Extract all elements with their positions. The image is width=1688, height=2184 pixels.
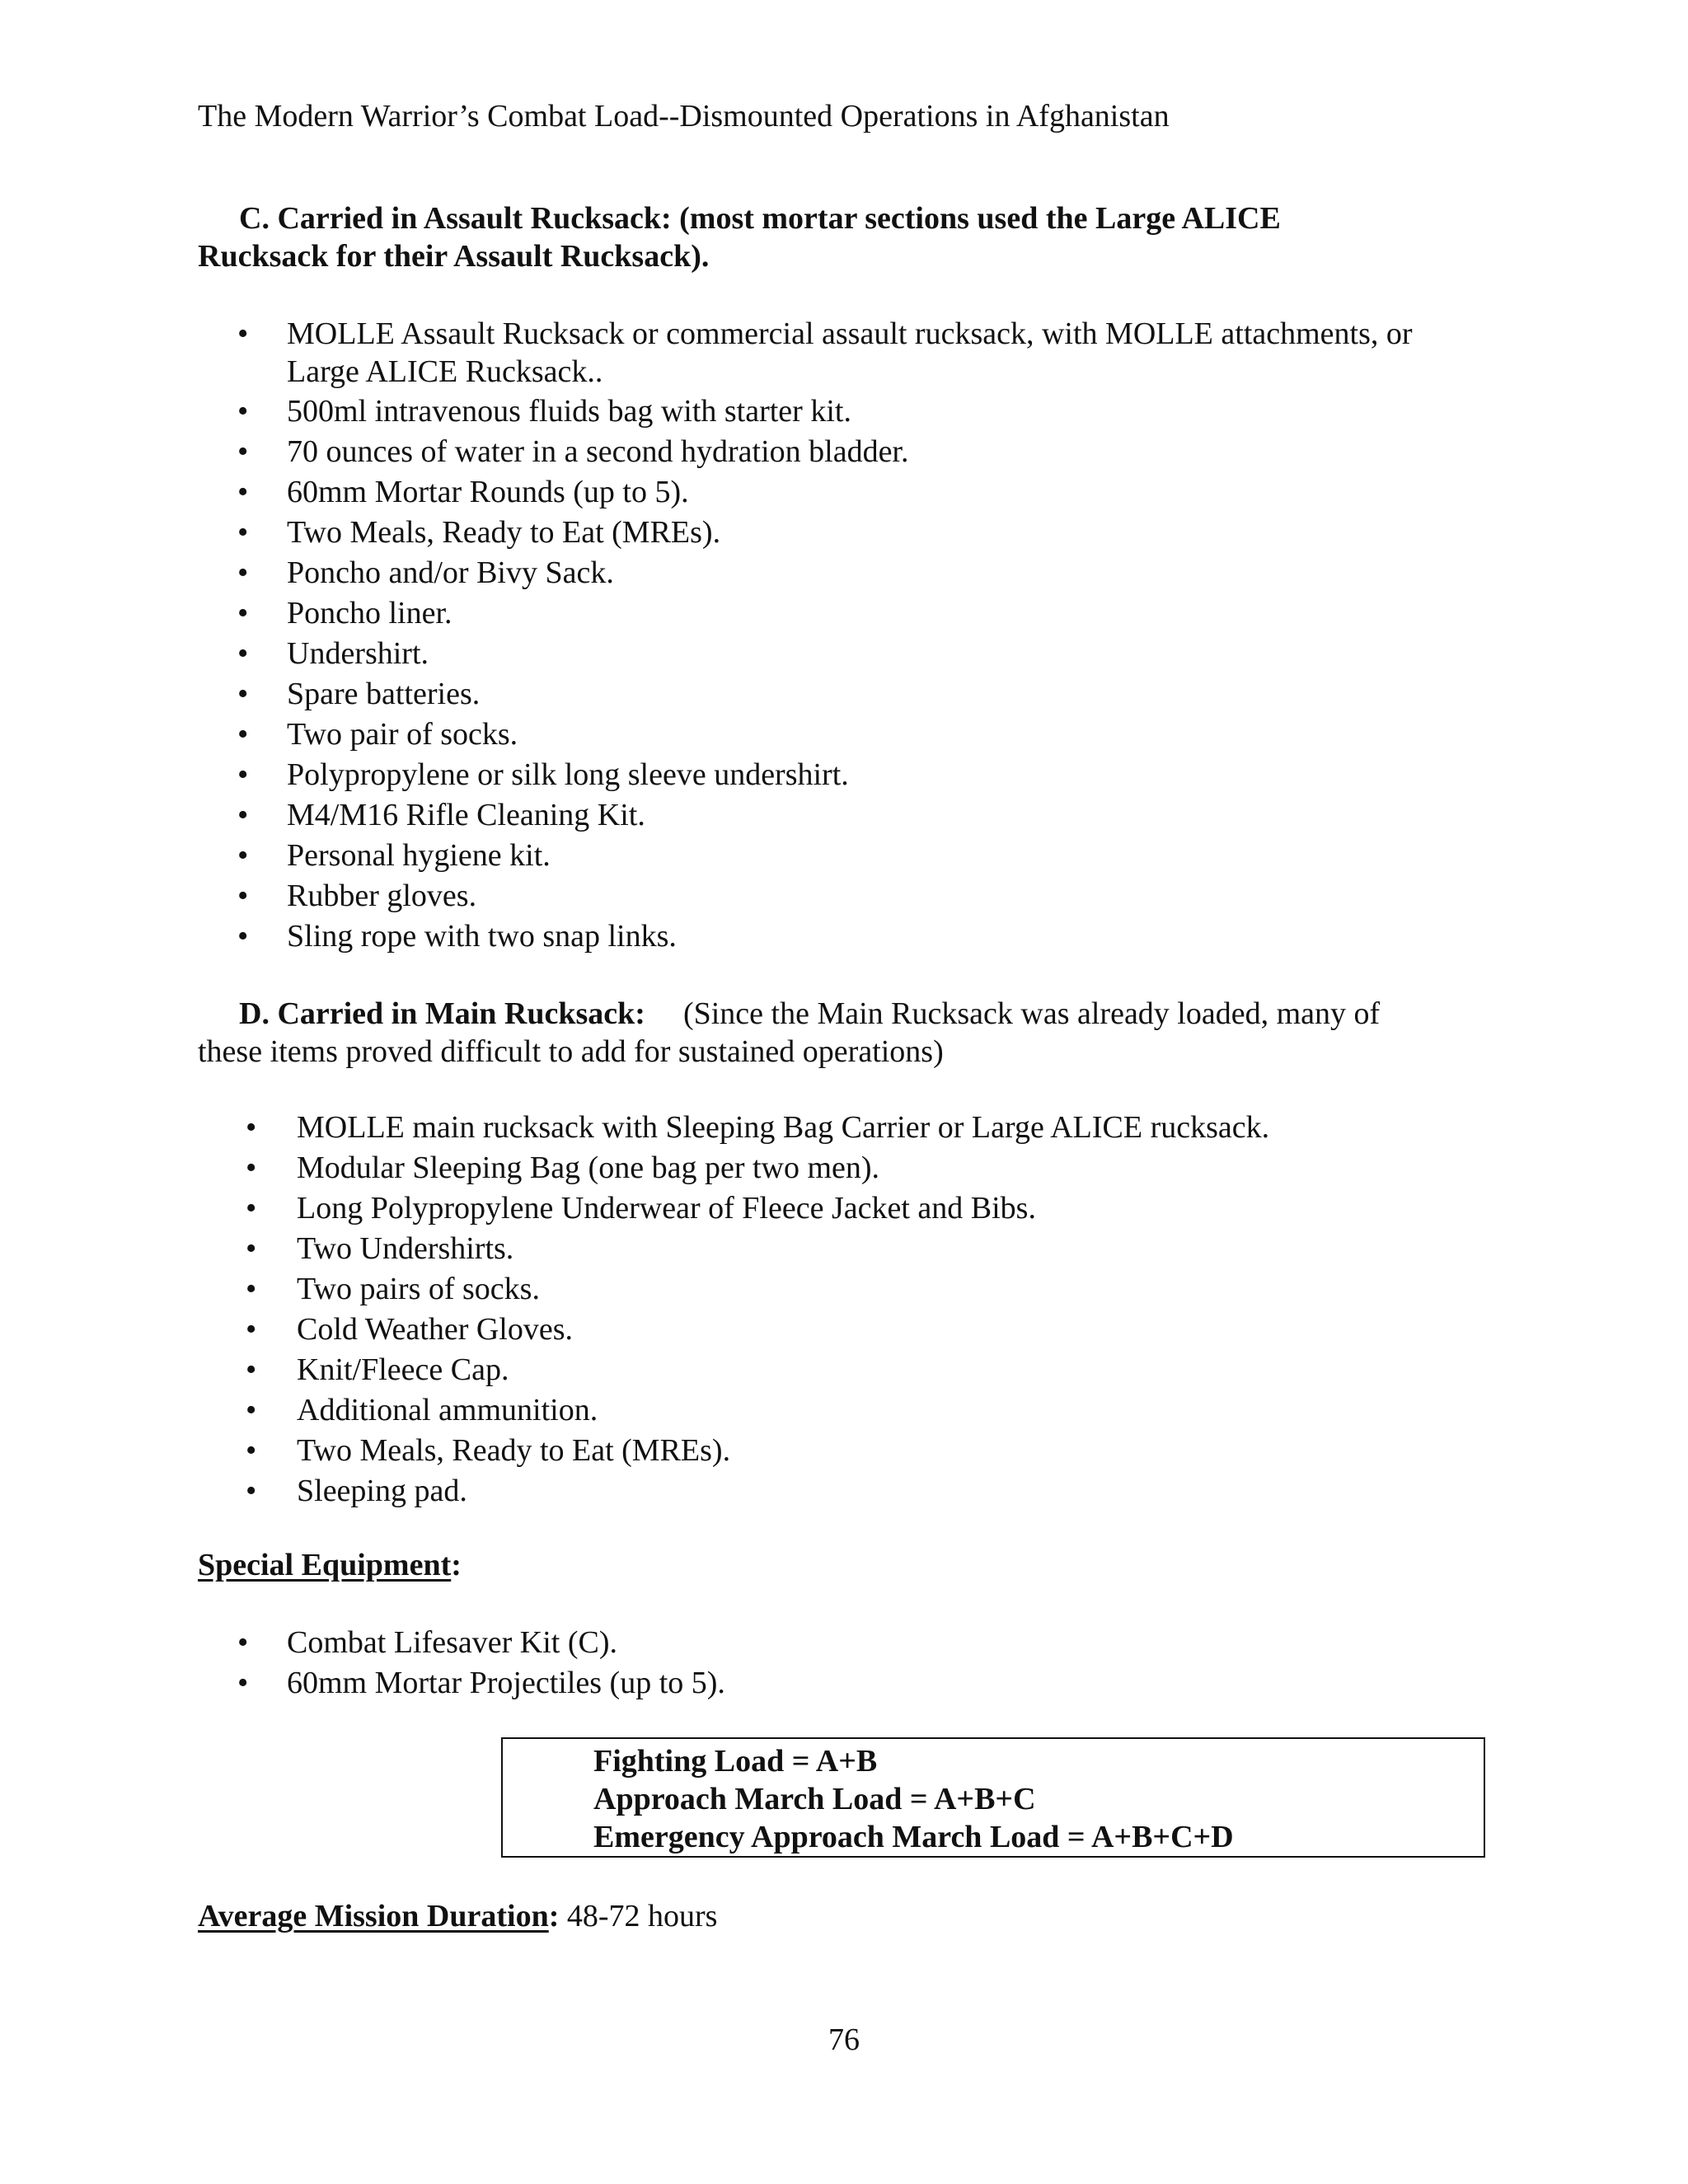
approach-march-load: Approach March Load = A+B+C <box>593 1782 1036 1816</box>
bullet-icon: • <box>237 596 249 630</box>
list-item: Cold Weather Gloves. <box>297 1312 574 1347</box>
section-d-note-line2: these items proved difficult to add for sustained operations) <box>198 1034 944 1069</box>
bullet-icon: • <box>237 677 249 711</box>
list-item: Two Meals, Ready to Eat (MREs). <box>287 515 721 550</box>
bullet-icon: • <box>246 1272 257 1306</box>
bullet-icon: • <box>237 475 249 509</box>
special-equipment-colon: : <box>451 1548 462 1582</box>
bullet-icon: • <box>237 434 249 469</box>
page-number: 76 <box>828 2022 860 2057</box>
bullet-icon: • <box>246 1151 257 1185</box>
list-item: Sling rope with two snap links. <box>287 919 677 954</box>
bullet-icon: • <box>237 798 249 832</box>
list-item: Two pair of socks. <box>287 717 518 752</box>
list-item-continuation: Large ALICE Rucksack.. <box>287 354 603 389</box>
list-item: Combat Lifesaver Kit (C). <box>287 1625 618 1660</box>
list-item: 70 ounces of water in a second hydration bladder. <box>287 434 909 469</box>
bullet-icon: • <box>246 1231 257 1266</box>
bullet-icon: • <box>246 1393 257 1427</box>
list-item: Poncho and/or Bivy Sack. <box>287 555 614 590</box>
load-summary-box <box>501 1737 1485 1858</box>
emergency-approach-march-load: Emergency Approach March Load = A+B+C+D <box>593 1820 1234 1854</box>
bullet-icon: • <box>237 316 249 351</box>
bullet-icon: • <box>246 1110 257 1145</box>
bullet-icon: • <box>237 757 249 792</box>
running-header: The Modern Warrior’s Combat Load--Dismounted Operations in Afghanistan <box>198 99 1170 134</box>
list-item: MOLLE Assault Rucksack or commercial assault rucksack, with MOLLE attachments, or <box>287 316 1413 351</box>
list-item: Knit/Fleece Cap. <box>297 1352 509 1387</box>
list-item: Personal hygiene kit. <box>287 838 551 873</box>
list-item: 500ml intravenous fluids bag with starter kit. <box>287 394 851 429</box>
bullet-icon: • <box>246 1352 257 1387</box>
bullet-icon: • <box>237 555 249 590</box>
bullet-icon: • <box>237 879 249 913</box>
list-item: 60mm Mortar Rounds (up to 5). <box>287 475 689 509</box>
list-item: Two Undershirts. <box>297 1231 514 1266</box>
bullet-icon: • <box>246 1433 257 1468</box>
bullet-icon: • <box>237 1666 249 1700</box>
bullet-icon: • <box>237 838 249 873</box>
list-item: Modular Sleeping Bag (one bag per two men). <box>297 1151 880 1185</box>
mission-duration-label: Average Mission Duration <box>198 1899 549 1933</box>
section-c-heading-line2: Rucksack for their Assault Rucksack). <box>198 239 710 274</box>
list-item: 60mm Mortar Projectiles (up to 5). <box>287 1666 725 1700</box>
section-d-note: (Since the Main Rucksack was already loaded, many of <box>682 996 1381 1031</box>
list-item: Poncho liner. <box>287 596 452 630</box>
list-item: M4/M16 Rifle Cleaning Kit. <box>287 798 645 832</box>
bullet-icon: • <box>246 1474 257 1508</box>
bullet-icon: • <box>246 1312 257 1347</box>
section-c-heading-line1: C. Carried in Assault Rucksack: (most mortar sections used the Large ALICE <box>239 201 1281 236</box>
bullet-icon: • <box>237 636 249 671</box>
mission-duration-row <box>198 1897 717 1935</box>
section-d-heading: D. Carried in Main Rucksack: <box>239 996 645 1031</box>
list-item: Additional ammunition. <box>297 1393 598 1427</box>
list-item: Long Polypropylene Underwear of Fleece Jacket and Bibs. <box>297 1191 1036 1226</box>
bullet-icon: • <box>237 1625 249 1660</box>
mission-duration-colon: : <box>548 1899 560 1933</box>
special-equipment-heading-row <box>198 1546 462 1584</box>
list-item: Sleeping pad. <box>297 1474 467 1508</box>
section-d-heading-row <box>239 995 1380 1033</box>
list-item: Polypropylene or silk long sleeve undershirt. <box>287 757 849 792</box>
list-item: Spare batteries. <box>287 677 481 711</box>
fighting-load: Fighting Load = A+B <box>593 1744 878 1779</box>
bullet-icon: • <box>237 919 249 954</box>
bullet-icon: • <box>237 394 249 429</box>
list-item: Two pairs of socks. <box>297 1272 540 1306</box>
bullet-icon: • <box>237 717 249 752</box>
list-item: Undershirt. <box>287 636 429 671</box>
special-equipment-heading: Special Equipment <box>198 1548 452 1582</box>
bullet-icon: • <box>246 1191 257 1226</box>
list-item: MOLLE main rucksack with Sleeping Bag Carrier or Large ALICE rucksack. <box>297 1110 1270 1145</box>
list-item: Two Meals, Ready to Eat (MREs). <box>297 1433 731 1468</box>
list-item: Rubber gloves. <box>287 879 477 913</box>
bullet-icon: • <box>237 515 249 550</box>
mission-duration-value: 48-72 hours <box>559 1899 718 1933</box>
